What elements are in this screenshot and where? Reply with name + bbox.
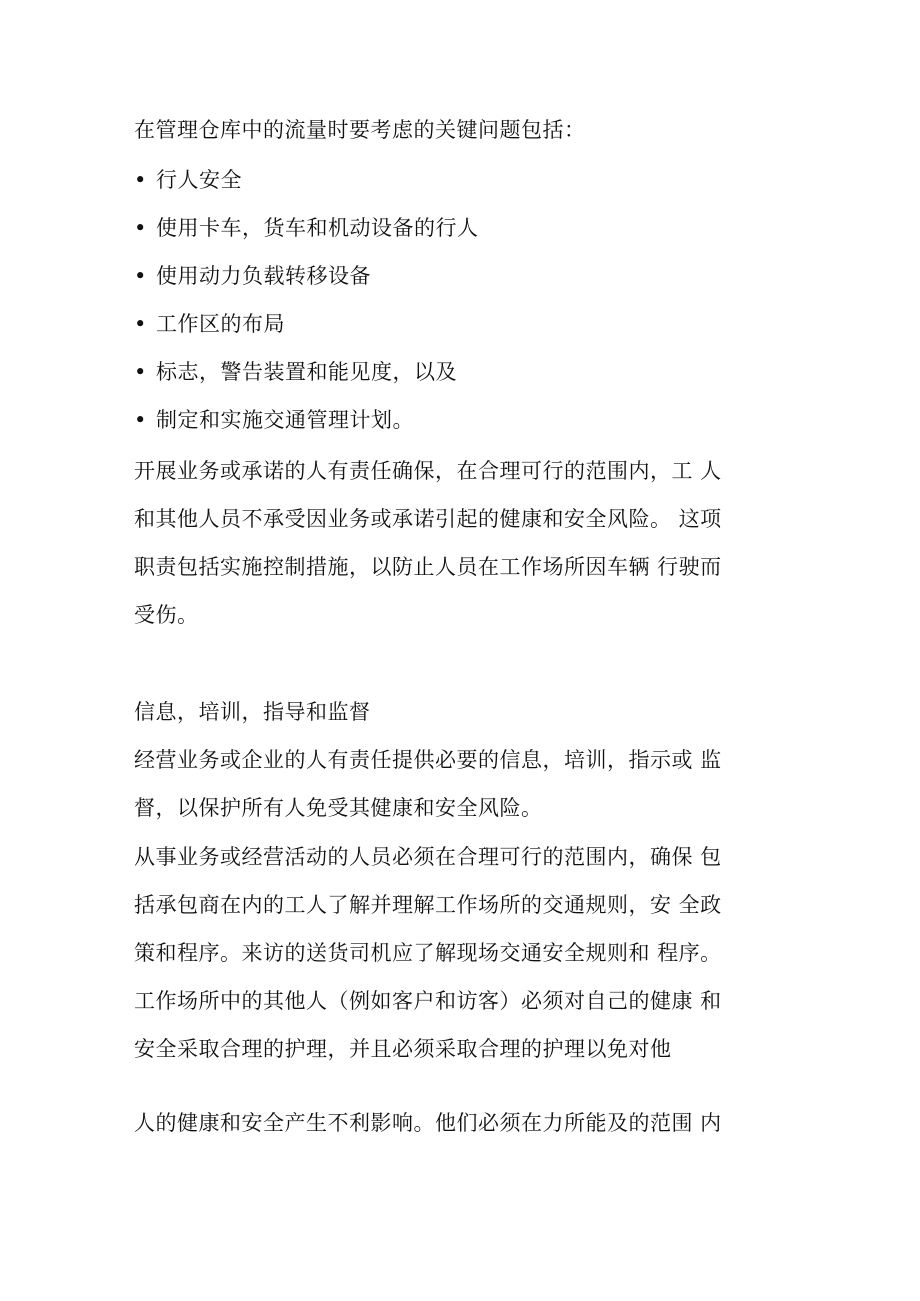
intro-text: 在管理仓库中的流量时要考虑的关键问题包括： — [134, 118, 586, 142]
bullet-item — [134, 358, 794, 386]
paragraph-line: 受伤。 — [134, 603, 199, 627]
bullet-icon: • — [134, 360, 147, 384]
bullet-icon: • — [134, 408, 147, 432]
bullet-item — [134, 310, 794, 338]
bullet-text: 工作区的布局 — [156, 312, 285, 336]
paragraph-line: 括承包商在内的工人了解并理解工作场所的交通规则，安 全政 — [134, 893, 722, 917]
bullet-text: 行人安全 — [156, 168, 242, 192]
section-heading: 信息，培训，指导和监督 — [134, 700, 371, 724]
bullet-item — [134, 166, 794, 194]
bullet-item — [134, 214, 794, 242]
paragraph-line: 安全采取合理的护理，并且必须采取合理的护理以免对他 — [134, 1037, 672, 1061]
paragraph-line: 从事业务或经营活动的人员必须在合理可行的范围内，确保 包 — [134, 845, 722, 869]
paragraph-line: 工作场所中的其他人（例如客户和访客）必须对自己的健康 和 — [134, 989, 722, 1013]
bullet-text: 使用动力负载转移设备 — [156, 264, 371, 288]
paragraph-line: 职责包括实施控制措施，以防止人员在工作场所因车辆 行驶而 — [134, 555, 722, 579]
bullet-icon: • — [134, 168, 147, 192]
paragraph-line: 开展业务或承诺的人有责任确保，在合理可行的范围内，工 人 — [134, 459, 722, 483]
paragraph-line: 经营业务或企业的人有责任提供必要的信息，培训，指示或 监 — [134, 748, 722, 772]
paragraph-line: 策和程序。来访的送货司机应了解现场交通安全规则和 程序。 — [134, 941, 722, 965]
paragraph-line: 人的健康和安全产生不利影响。他们必须在力所能及的范围 内 — [134, 1111, 722, 1135]
bullet-text: 制定和实施交通管理计划。 — [156, 408, 414, 432]
bullet-icon: • — [134, 216, 147, 240]
bullet-item — [134, 406, 794, 434]
bullet-icon: • — [134, 264, 147, 288]
bullet-icon: • — [134, 312, 147, 336]
bullet-text: 使用卡车，货车和机动设备的行人 — [156, 216, 479, 240]
bullet-item — [134, 262, 794, 290]
paragraph-line: 督，以保护所有人免受其健康和安全风险。 — [134, 796, 543, 820]
paragraph-line: 和其他人员不承受因业务或承诺引起的健康和安全风险。 这项 — [134, 507, 722, 531]
bullet-text: 标志，警告装置和能见度，以及 — [156, 360, 457, 384]
